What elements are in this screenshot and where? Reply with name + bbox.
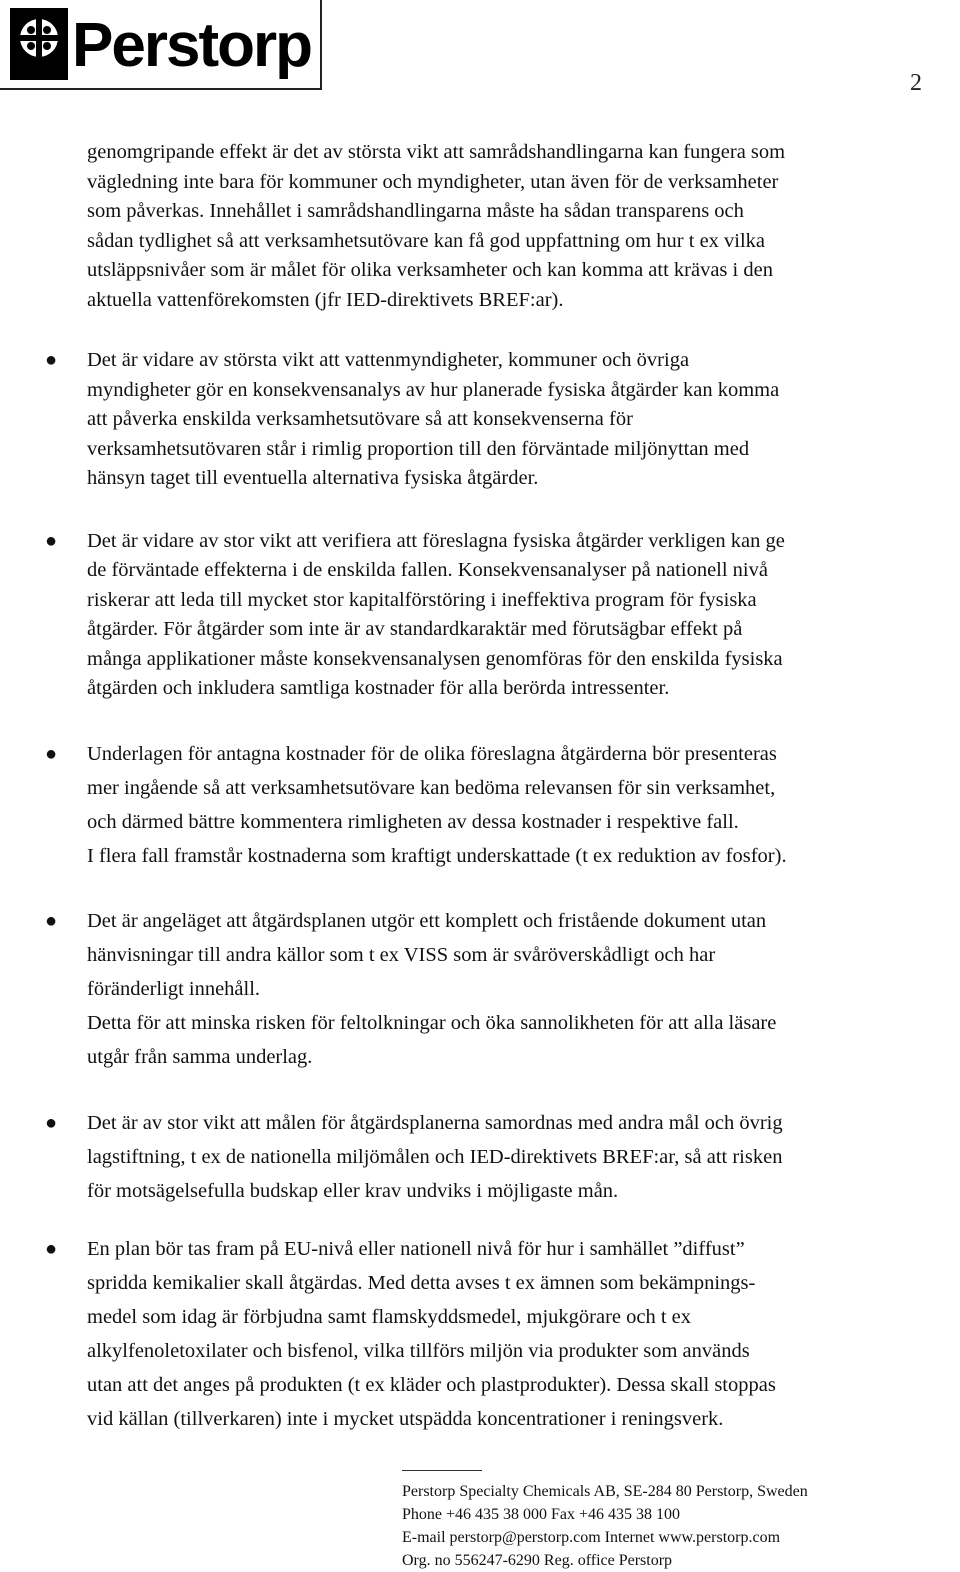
text-line: och därmed bättre kommentera rimligheten av dessa kostnader i respektive fall. <box>87 810 739 833</box>
footer-divider <box>402 1470 482 1471</box>
text-line: för motsägelsefulla budskap eller krav undviks i möjligaste mån. <box>87 1179 619 1202</box>
text-line: sådan tydlighet så att verksamhetsutövare kan få god uppfattning om hur t ex vilka <box>87 229 766 252</box>
text-line: Det är av stor vikt att målen för åtgärdsplanerna samordnas med andra mål och övrig <box>87 1111 783 1134</box>
bullet-item <box>0 1232 960 1436</box>
logo-wordmark: Perstorp <box>72 11 311 80</box>
text-line: lagstiftning, t ex de nationella miljömålen och IED-direktivets BREF:ar, så att risken <box>87 1145 783 1168</box>
text-line: utsläppsnivåer som är målet för olika verksamheter och kan komma att krävas i den <box>87 259 773 281</box>
text-line: Det är vidare av stor vikt att verifiera att föreslagna fysiska åtgärder verkligen kan ge <box>87 529 785 552</box>
bullet-icon: ● <box>45 1111 58 1134</box>
bullet-icon: ● <box>45 909 58 932</box>
bullet-item <box>0 527 960 704</box>
text-line: myndigheter gör en konsekvensanalys av hur planerade fysiska åtgärder kan komma <box>87 378 780 401</box>
text-line: aktuella vattenförekomsten (jfr IED-direktivets BREF:ar). <box>87 288 564 311</box>
text-line: att påverka enskilda verksamhetsutövare så att konsekvenserna för <box>87 408 633 430</box>
bullet-icon: ● <box>45 1237 58 1260</box>
footer-phone: Phone +46 435 38 000 Fax +46 435 38 100 <box>402 1506 681 1523</box>
text-line: som påverkas. Innehållet i samrådshandlingarna måste ha sådan transparens och <box>87 200 744 222</box>
text-line: åtgärder. För åtgärder som inte är av standardkaraktär med förutsägbar effekt på <box>87 618 743 640</box>
bullet-item <box>0 1106 960 1208</box>
text-line: riskerar att leda till mycket stor kapitalförstöring i ineffektiva program för fysiska <box>87 588 757 611</box>
footer-contact: E-mail perstorp@perstorp.com Internet www.perstorp.com <box>402 1529 781 1546</box>
footer <box>402 1480 808 1572</box>
text-line: åtgärden och inkludera samtliga kostnader för alla berörda intressenter. <box>87 677 670 699</box>
text-line: En plan bör tas fram på EU-nivå eller nationell nivå för hur i samhället ”diffust” <box>87 1237 745 1260</box>
text-line: vägledning inte bara för kommuner och myndigheter, utan även för de verksamheter <box>87 170 779 193</box>
bullet-icon: ● <box>45 742 58 765</box>
text-line: föränderligt innehåll. <box>87 977 261 1000</box>
text-line: utan att det anges på produkten (t ex kläder och plastprodukter). Dessa skall stoppas <box>87 1373 776 1396</box>
text-line: Det är angeläget att åtgärdsplanen utgör ett komplett och fristående dokument utan <box>87 909 767 932</box>
footer-org: Org. no 556247-6290 Reg. office Perstorp <box>402 1552 673 1569</box>
perstorp-emblem-icon <box>10 8 68 80</box>
text-line: Det är vidare av största vikt att vattenmyndigheter, kommuner och övriga <box>87 349 690 371</box>
text-line: de förväntade effekterna i de enskilda fallen. Konsekvensanalyser på nationell nivå <box>87 559 768 581</box>
intro-paragraph <box>87 138 960 315</box>
text-line: Detta för att minska risken för feltolkningar och öka sannolikheten för att alla läsare <box>87 1011 777 1034</box>
bullet-icon: ● <box>45 529 58 552</box>
bullet-item <box>0 346 960 494</box>
text-line: medel som idag är förbjudna samt flamskyddsmedel, mjukgörare och t ex <box>87 1305 692 1328</box>
text-line: många applikationer måste konsekvensanalysen genomföras för den enskilda fysiska <box>87 647 783 670</box>
text-line: hänvisningar till andra källor som t ex VISS som är svåröverskådligt och har <box>87 943 716 966</box>
text-line: vid källan (tillverkaren) inte i mycket utspädda koncentrationer i reningsverk. <box>87 1407 724 1430</box>
bullet-item <box>0 904 960 1074</box>
text-line: Underlagen för antagna kostnader för de olika föreslagna åtgärderna bör presenteras <box>87 742 777 765</box>
footer-company: Perstorp Specialty Chemicals AB, SE-284 80 Perstorp, Sweden <box>402 1483 808 1500</box>
text-line: mer ingående så att verksamhetsutövare kan bedöma relevansen för sin verksamhet, <box>87 776 776 799</box>
bullet-item <box>0 737 960 873</box>
text-line: utgår från samma underlag. <box>87 1045 313 1068</box>
company-logo <box>0 0 330 95</box>
text-line: spridda kemikalier skall åtgärdas. Med detta avses t ex ämnen som bekämpnings- <box>87 1271 756 1294</box>
page-number: 2 <box>910 70 922 96</box>
bullet-list <box>0 346 960 1436</box>
bullet-icon: ● <box>45 349 58 371</box>
text-line: hänsyn taget till eventuella alternativa fysiska åtgärder. <box>87 467 539 489</box>
text-line: alkylfenoletoxilater och bisfenol, vilka tillförs miljön via produkter som används <box>87 1339 750 1362</box>
text-line: verksamhetsutövaren står i rimlig proportion till den förväntade miljönyttan med <box>87 437 750 460</box>
text-line: genomgripande effekt är det av största vikt att samrådshandlingarna kan fungera som <box>87 141 786 163</box>
text-line: I flera fall framstår kostnaderna som kraftigt underskattade (t ex reduktion av fosfor). <box>87 844 787 867</box>
